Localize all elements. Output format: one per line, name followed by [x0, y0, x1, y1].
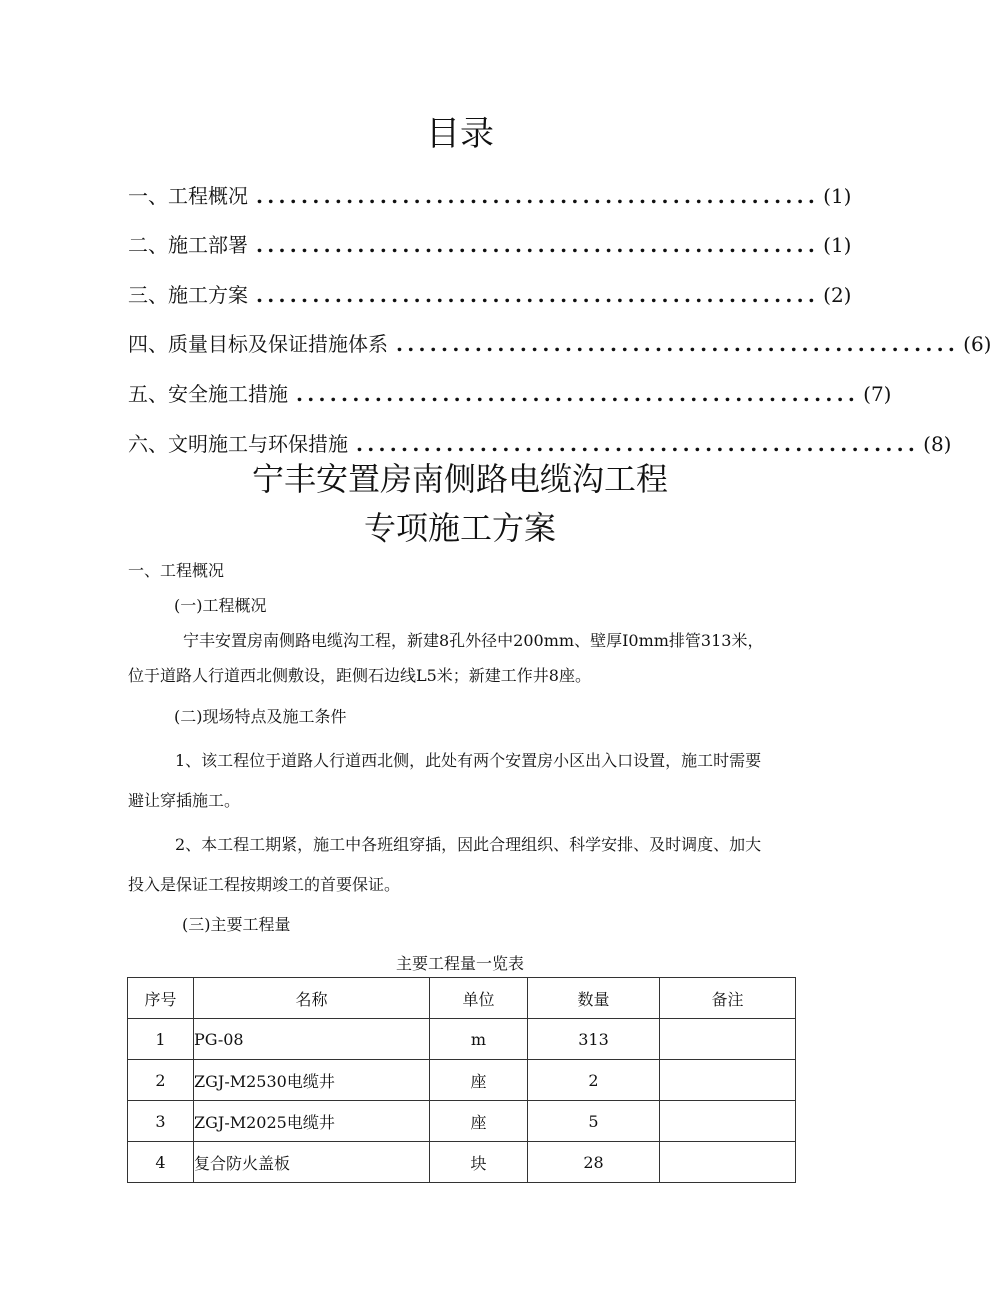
- toc-leader-dots: ..................................................: [356, 431, 920, 456]
- toc-leader-dots: ..................................................: [296, 381, 860, 406]
- table-header-row: [128, 978, 796, 1019]
- toc-item-page: (1): [823, 233, 852, 258]
- table-row: [128, 1019, 796, 1060]
- table-caption: 主要工程量一览表: [395, 954, 524, 973]
- toc-leader-dots: ..................................................: [256, 233, 820, 258]
- toc-leader-dots: ..................................................: [256, 282, 820, 307]
- table-cell: [660, 1142, 796, 1183]
- subsection-heading: (三)主要工程量: [182, 915, 291, 934]
- toc-item-label: 五、安全施工措施: [128, 381, 288, 406]
- quantity-table: [127, 977, 796, 1183]
- table-cell: ZGJ-M2530电缆井: [194, 1060, 430, 1101]
- table-cell: 2: [128, 1060, 194, 1101]
- toc-leader-dots: ..................................................: [256, 183, 820, 208]
- table-row: [128, 1060, 796, 1101]
- paragraph-line: 宁丰安置房南侧路电缆沟工程，新建8孔外径中200mm、壁厚I0mm排管313米，: [183, 631, 764, 650]
- table-header-cell: 数量: [528, 978, 660, 1019]
- table-row: [128, 1142, 796, 1183]
- table-cell: 28: [528, 1142, 660, 1183]
- subsection-heading: (二)现场特点及施工条件: [174, 707, 347, 726]
- toc-item-page: (1): [823, 183, 852, 208]
- table-cell: 座: [430, 1101, 528, 1142]
- paragraph-line: 投入是保证工程按期竣工的首要保证。: [128, 875, 401, 894]
- table-cell: m: [430, 1019, 528, 1060]
- subsection-heading: (一)工程概况: [174, 596, 267, 615]
- table-cell: 座: [430, 1060, 528, 1101]
- toc-item-page: (7): [863, 381, 892, 406]
- paragraph-line: 1、该工程位于道路人行道西北侧，此处有两个安置房小区出入口设置，施工时需要: [175, 751, 762, 770]
- table-cell: [660, 1101, 796, 1142]
- table-cell: 复合防火盖板: [194, 1142, 430, 1183]
- toc-title: 目录: [426, 114, 494, 154]
- table-header-cell: 备注: [660, 978, 796, 1019]
- toc-item[interactable]: [128, 412, 952, 462]
- table-header-cell: 序号: [128, 978, 194, 1019]
- table-header-cell: 名称: [194, 978, 430, 1019]
- toc-item[interactable]: [128, 214, 852, 264]
- toc-list: [128, 164, 992, 462]
- toc-item-label: 三、施工方案: [128, 282, 248, 307]
- toc-item-label: 四、质量目标及保证措施体系: [128, 332, 388, 357]
- table-cell: ZGJ-M2025电缆井: [194, 1101, 430, 1142]
- toc-item[interactable]: [128, 263, 852, 313]
- table-cell: [660, 1019, 796, 1060]
- toc-item[interactable]: [128, 164, 852, 214]
- paragraph-line: 避让穿插施工。: [128, 791, 241, 810]
- toc-item-label: 一、工程概况: [128, 183, 248, 208]
- section-heading: 一、工程概况: [128, 561, 225, 580]
- table-cell: 2: [528, 1060, 660, 1101]
- table-cell: 块: [430, 1142, 528, 1183]
- toc-item-page: (8): [923, 431, 952, 456]
- toc-item[interactable]: [128, 313, 992, 363]
- document-title-line1: 宁丰安置房南侧路电缆沟工程: [251, 460, 668, 498]
- table-cell: [660, 1060, 796, 1101]
- table-cell: 4: [128, 1142, 194, 1183]
- toc-leader-dots: ..................................................: [396, 332, 960, 357]
- table-cell: 3: [128, 1101, 194, 1142]
- table-cell: 5: [528, 1101, 660, 1142]
- table-cell: 1: [128, 1019, 194, 1060]
- document-title-line2: 专项施工方案: [363, 509, 556, 547]
- table-cell: PG-08: [194, 1019, 430, 1060]
- table-cell: 313: [528, 1019, 660, 1060]
- toc-item-label: 二、施工部署: [128, 233, 248, 258]
- toc-item-page: (6): [963, 332, 992, 357]
- toc-item[interactable]: [128, 362, 892, 412]
- toc-item-label: 六、文明施工与环保措施: [128, 431, 348, 456]
- table-header-cell: 单位: [430, 978, 528, 1019]
- paragraph-line: 位于道路人行道西北侧敷设，距侧石边线L5米；新建工作井8座。: [128, 666, 591, 685]
- table-row: [128, 1101, 796, 1142]
- paragraph-line: 2、本工程工期紧，施工中各班组穿插，因此合理组织、科学安排、及时调度、加大: [175, 835, 762, 854]
- toc-item-page: (2): [823, 282, 852, 307]
